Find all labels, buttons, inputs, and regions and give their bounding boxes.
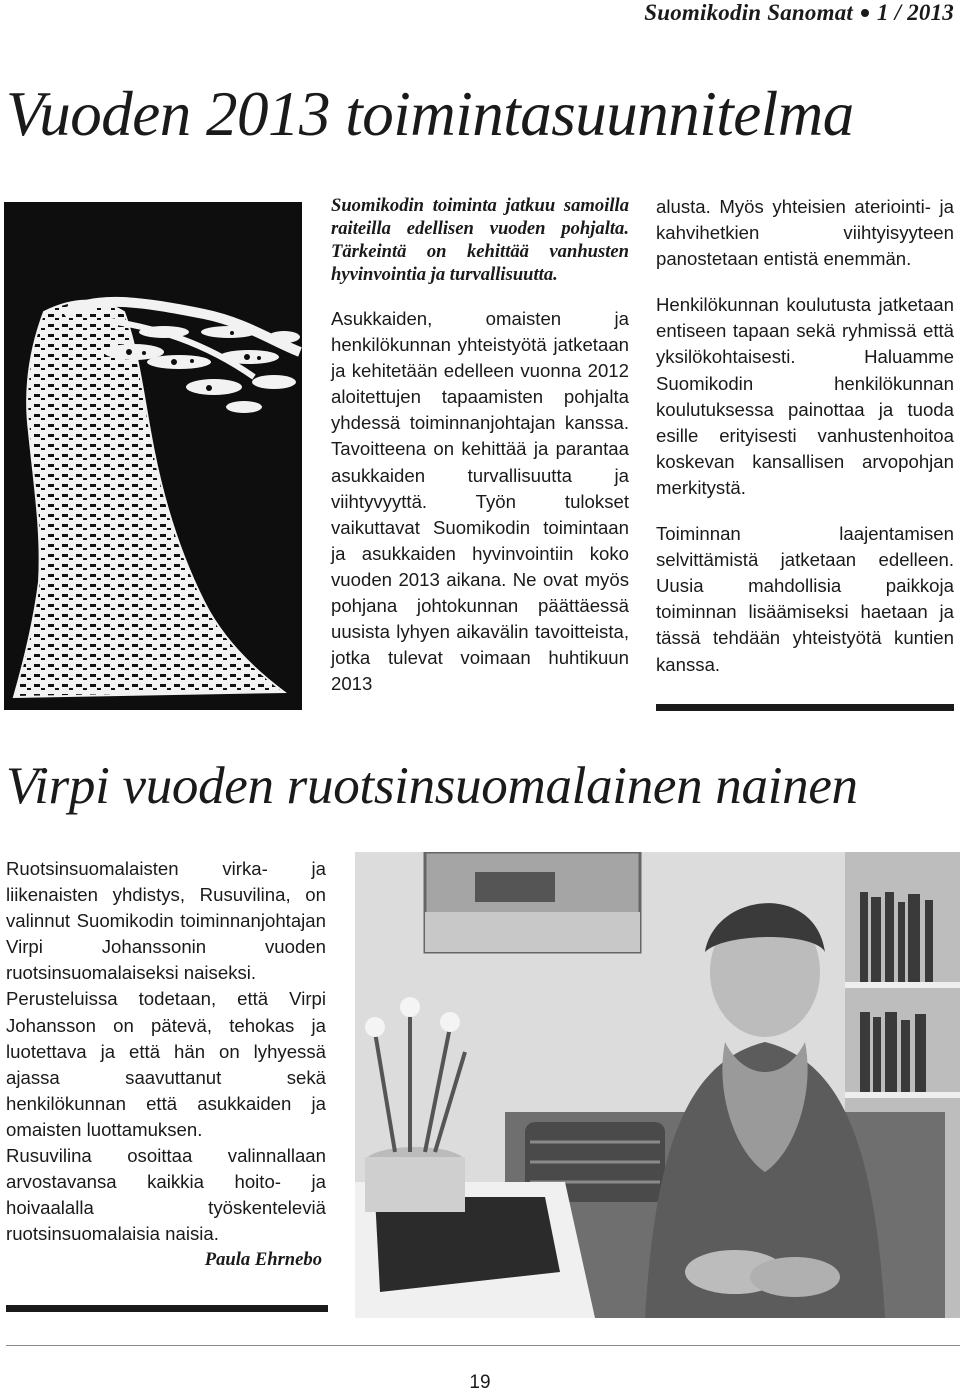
- article-body-paragraph: Toiminnan laajentamisen selvittämistä jatketaan edelleen. Uusia mahdollisia paikkoja toiminnan lisäämiseksi haetaan ja tässä tehdään yhteistyötä kuntien kanssa.: [656, 523, 954, 675]
- issue-number: 1 / 2013: [877, 0, 954, 25]
- article-body-paragraph: Rusuvilina osoittaa valinnallaan arvostavansa kaikkia hoito- ja hoivaalalla työskenteleviä ruotsinsuomalaisia naisia.: [6, 1145, 326, 1245]
- article-column-3: [656, 194, 954, 678]
- article-column-2: [331, 194, 629, 697]
- tree-drawing: [4, 202, 302, 710]
- article-title: Vuoden 2013 toimintasuunnitelma: [6, 79, 854, 149]
- photo-scene: [355, 852, 960, 1318]
- footer-divider: [6, 1345, 960, 1346]
- portrait-photo: [355, 852, 960, 1318]
- tree-illustration: [4, 202, 302, 710]
- article-body-paragraph: Asukkaiden, omaisten ja henkilökunnan yhteistyötä jatketaan ja kehitetään edelleen vuonna 2012 aloitettujen tapaamisten pohjalta yhdessä toiminnanjohtajan kanssa. Tavoitteena on kehittää ja parantaa asukkaiden turvallisuutta ja viihtyvyyttä. Työn tulokset vaikuttavat Suomikodin toimintaan ja asukkaiden hyvinvointiin koko vuoden 2013 aikana. Ne ovat myös pohjana johtokunnan päättäessä uusista lyhyen aikavälin tavoitteista, jotka tulevat voimaan huhtikuun 2013: [331, 308, 629, 695]
- column-end-rule: [656, 704, 954, 711]
- article-title: Virpi vuoden ruotsinsuomalainen nainen: [6, 757, 858, 815]
- article-text-column: [6, 856, 326, 1274]
- article-body-paragraph: alusta. Myös yhteisien ateriointi- ja kahvihetkien viihtyisyyteen panostetaan entistä enemmän.: [656, 196, 954, 270]
- publication-name: Suomikodin Sanomat: [644, 0, 853, 25]
- article-body-paragraph: Perusteluissa todetaan, että Virpi Johansson on pätevä, tehokas ja luotettava ja että hän on lyhyessä ajassa saavuttanut sekä henkilökunnan että asukkaiden ja omaisten luottamuksen.: [6, 988, 326, 1140]
- article-body-paragraph: Henkilökunnan koulutusta jatketaan entiseen tapaan sekä ryhmissä että yksilökohtaisesti. Haluamme Suomikodin henkilökunnan koulutuksessa painottaa ja tuoda esille erityisesti vanhustenhoitoa koskevan kansallisen arvopohjan merkitystä.: [656, 294, 954, 498]
- page-number: 19: [469, 1372, 491, 1393]
- article-body-paragraph: Ruotsinsuomalaisten virka- ja liikenaisten yhdistys, Rusuvilina, on valinnut Suomikodin toiminnanjohtajan Virpi Johanssonin vuoden ruotsinsuomalaiseksi naiseksi.: [6, 858, 326, 984]
- article-lead: Suomikodin toiminta jatkuu samoilla raiteilla edellisen vuoden pohjalta. Tärkeintä on kehittää vanhusten hyvinvointia ja turvallisuutta.: [331, 195, 629, 285]
- running-header: [644, 0, 954, 26]
- author-signature: Paula Ehrnebo: [204, 1249, 322, 1271]
- bullet-icon: [861, 9, 869, 17]
- column-end-rule: [6, 1305, 328, 1312]
